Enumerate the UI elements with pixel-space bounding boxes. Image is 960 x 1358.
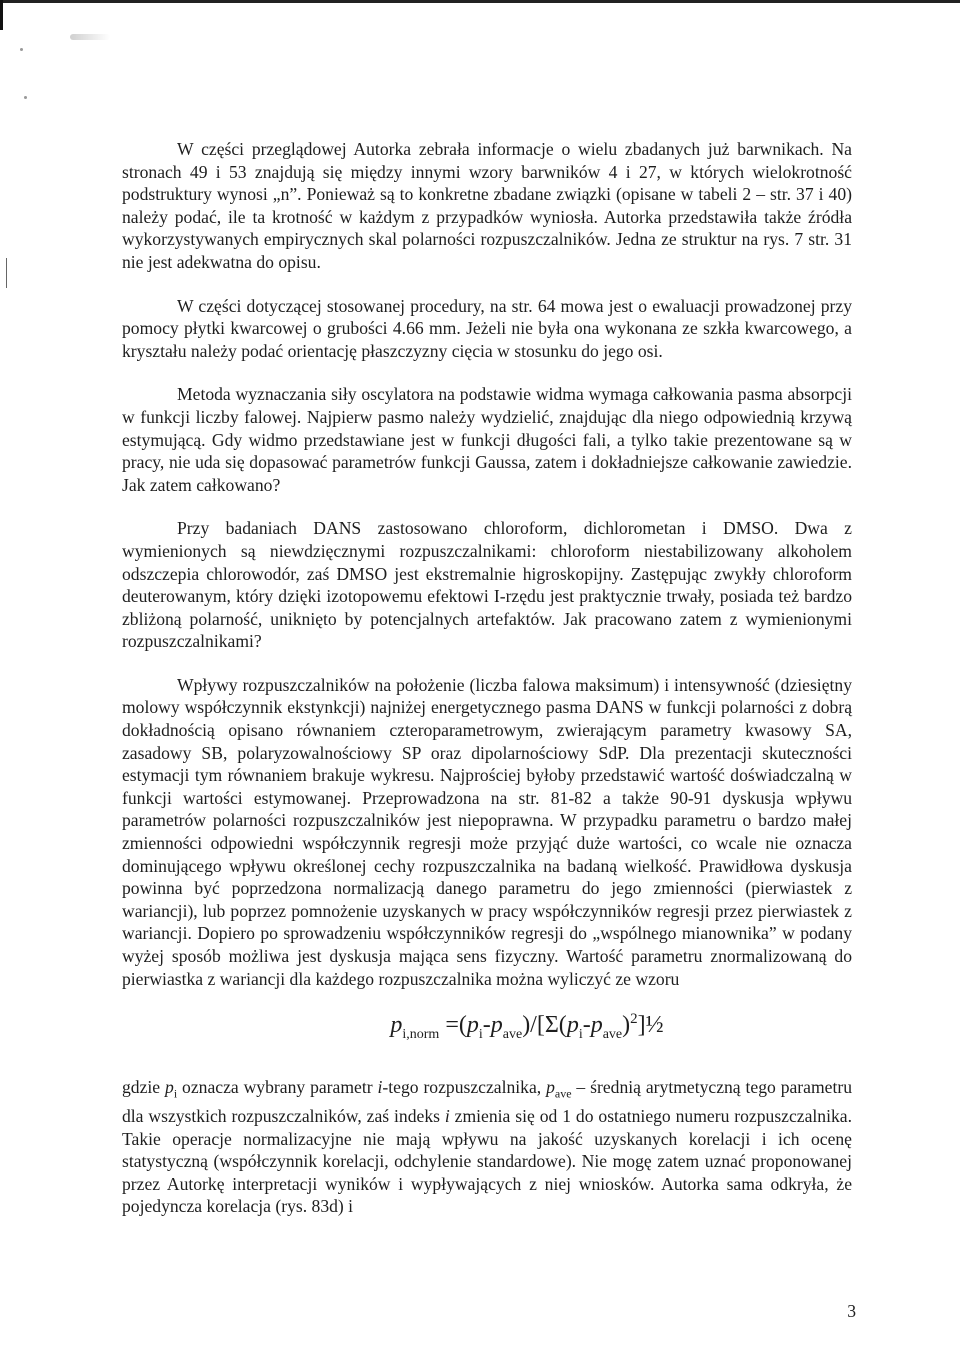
- scan-speck: [24, 96, 27, 99]
- paragraph-procedure: W części dotyczącej stosowanej procedury, na str. 64 mowa jest o ewaluacji prowadzonej przy pomocy płytki kwarcowej o grubości 4.66 mm. Jeżeli nie była ona wykonana ze szkła kwarcowego, a kryształu należy podać orientację płaszczyzny cięcia w stosunku do jego osi.: [122, 295, 852, 361]
- page-number: 3: [847, 1301, 856, 1321]
- scan-border-top: [0, 0, 960, 3]
- normalization-formula: $p_{i,norm}$ $=(p_i-p_{ave})/[\Sigma(p_i-p_{ave})^2]\frac{1}{2}$: [390, 1011, 664, 1042]
- scan-speck: [20, 48, 23, 51]
- scan-smudge: [70, 34, 110, 40]
- paragraph-solvent-effects: Wpływy rozpuszczalników na położenie (liczba falowa maksimum) i intensywność (dziesiętny molowy współczynnik ekstynkcji) najniżej energetycznego pasma DANS w funkcji polarności z dobrą dokładnością opisano równaniem czteroparametrowym, zwierającym parametry kwasowy SA, zasadowy SB, polaryzowalnościowy SP oraz dipolarnościowy SdP. Dla prezentacji skuteczności estymacji tym równaniem brakuje wykresu. Najprościej byłoby przedstawić wartość doświadczalną w funkcji wartości estymowanej. Przeprowadzona na str. 81-82 a także 90-91 dyskusja wpływu parametrów polarności rozpuszczalników jest niepoprawna. W przypadku parametru o bardzo małej zmienności odpowiedni współczynnik regresji może przyjąć duże wartości, co wcale nie oznacza dominującego wpływu określonej cechy rozpuszczalnika na badaną wielkość. Prawidłowa dyskusja powinna być poprzedzona normalizacją danego parametru do jego zmienności (pierwiastek z wariancji), lub poprzez pomnożenie uzyskanych w pracy współczynników regresji przez pierwiastek z wariancji. Dopiero po sprowadzeniu współczynników regresji do „wspólnego mianownika” w podany wyżej sposób możliwa jest dyskusja mająca sens fizyczny. Wartość parametru znormalizowaną do pierwiastka z wariancji dla każdego rozpuszczalnika można wyliczyć ze wzoru: [122, 674, 852, 989]
- paragraph-oscillator-strength: Metoda wyznaczania siły oscylatora na podstawie widma wymaga całkowania pasma absorpcji w funkcji liczby falowej. Najpierw pasmo należy wydzielić, znajdując dla niego odpowiednią krzywą estymującą. Gdy widmo przedstawiane jest w funkcji długości fali, a tylko takie prezentowane są w pracy, nie uda się dopasować parametrów funkcji Gaussa, zatem i dokładniejsze całkowanie zawiedzie. Jak zatem całkowano?: [122, 384, 852, 495]
- paragraph-solvents: Przy badaniach DANS zastosowano chloroform, dichlorometan i DMSO. Dwa z wymienionych są niewdzięcznymi rozpuszczalnikami: chloroform niestabilizowany alkoholem odszczepia chlorowodór, zaś DMSO jest ekstremalnie higroskopijny. Zastępując zwykły chloroform deuterowanym, który dzięki izotopowemu efektowi I-rzędu jest praktycznie trwały, posiada też bardzo zbliżoną polarność, uniknięto by potencjalnych artefaktów. Jak pracowano zatem z wymienionymi rozpuszczalnikami?: [122, 518, 852, 652]
- scan-border-left: [0, 0, 3, 30]
- paragraph-literature-review: W części przeglądowej Autorka zebrała informacje o wielu zbadanych już barwnikach. Na stronach 49 i 53 znajdują się między innymi wzory barwników 4 i 27, w których wielokrotność podstruktury wynosi „n”. Ponieważ są to konkretne zbadane związki (opisane w tabeli 2 – str. 37 i 40) należy podać, ile ta krotność w każdym z przypadków wyniosła. Autorka przedstawiła także źródła wykorzystywanych empirycznych skal polarności rozpuszczalników. Jedna ze struktur na rys. 7 str. 31 nie jest adekwatna do opisu.: [122, 139, 852, 272]
- margin-mark: [6, 258, 7, 288]
- document-body: [122, 138, 852, 1218]
- paragraph-formula-explanation: gdzie $p_i$ oznacza wybrany parametr i-tego rozpuszczalnika, $p_{ave}$ – średnią arytmetyczną tego parametru dla wszystkich rozpuszczalników, zaś indeks i zmienia się od 1 do ostatniego numeru rozpuszczalnika. Takie operacje normalizacyjne nie mają wpływu na jakość uzyskanych korelacji i ich ocenę statystyczną (współczynnik korelacji, odchylenie standardowe). Nie mogę zatem uznać proponowanej przez Autorkę interpretacji wyników i wypływających z niej wniosków. Autorka sama odkryła, że pojedyncza korelacja (rys. 83d) i: [122, 1076, 853, 1217]
